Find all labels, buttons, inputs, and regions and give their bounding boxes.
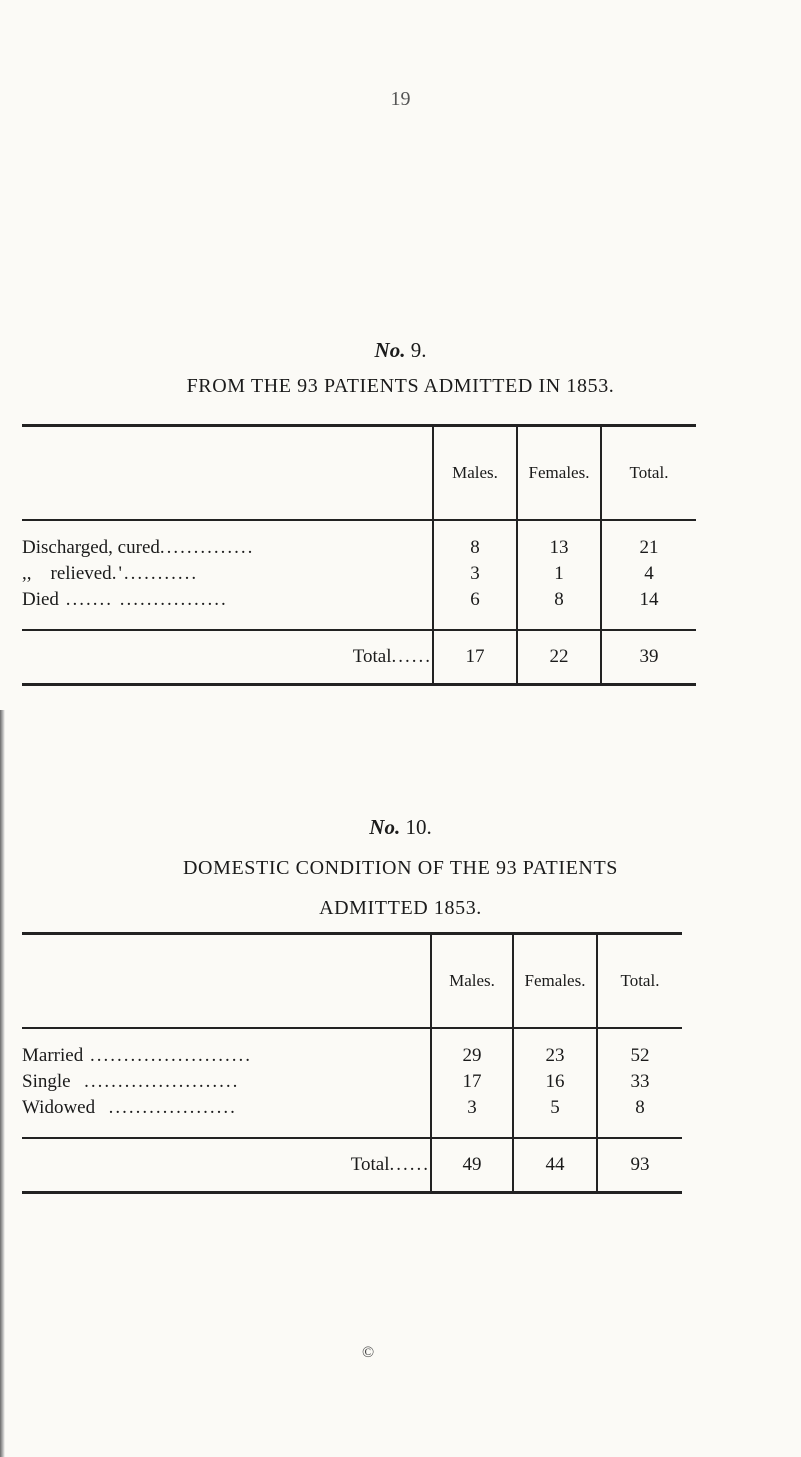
table-9-header-row	[22, 426, 696, 521]
row-label: Single .......................	[22, 1069, 431, 1095]
cell-males: 29	[431, 1028, 513, 1069]
table-row	[22, 1028, 682, 1069]
table-row	[22, 561, 696, 587]
table-10-title-line1: DOMESTIC CONDITION OF THE 93 PATIENTS	[183, 857, 618, 879]
cell-males: 8	[433, 520, 517, 561]
row-label: ,, relieved.'...........	[22, 561, 433, 587]
table-9	[22, 424, 696, 686]
total-label: Total......	[22, 630, 433, 685]
cell-males: 3	[433, 561, 517, 587]
row-label: Married ........................	[22, 1028, 431, 1069]
table-9-no-label: No.	[374, 338, 406, 362]
cell-males: 6	[433, 587, 517, 630]
table-row	[22, 1095, 682, 1138]
table-row	[22, 1069, 682, 1095]
table-9-no-value: 9.	[410, 338, 427, 362]
table-9-number	[0, 338, 801, 363]
table-row	[22, 587, 696, 630]
table-10-no-label: No.	[369, 815, 401, 839]
table-9-total-row	[22, 630, 696, 685]
page-number: 19	[390, 88, 411, 110]
cell-total: 4	[644, 563, 654, 584]
cell-total: 21	[639, 537, 659, 558]
total-females: 22	[517, 630, 601, 685]
table-9-title: FROM THE 93 PATIENTS ADMITTED IN 1853.	[186, 375, 615, 397]
cell-females: 5	[513, 1095, 597, 1138]
total-total: 93	[597, 1138, 682, 1193]
table-10	[22, 932, 682, 1194]
table-9-header-total: Total.	[601, 426, 696, 521]
total-label: Total......	[22, 1138, 431, 1193]
table-9-header-males: Males.	[433, 426, 517, 521]
footer-mark: ©	[362, 1344, 375, 1361]
cell-females: 16	[513, 1069, 597, 1095]
row-label: Widowed ...................	[22, 1095, 431, 1138]
cell-total: 33	[630, 1071, 650, 1092]
total-males: 49	[431, 1138, 513, 1193]
cell-males: 17	[431, 1069, 513, 1095]
total-females: 44	[513, 1138, 597, 1193]
cell-total: 8	[635, 1097, 645, 1118]
cell-females: 13	[517, 520, 601, 561]
table-9-header-blank	[22, 426, 433, 521]
cell-females: 23	[513, 1028, 597, 1069]
row-label: Discharged, cured..............	[22, 520, 433, 561]
cell-females: 8	[517, 587, 601, 630]
table-10-header-females: Females.	[513, 934, 597, 1029]
cell-females: 1	[517, 561, 601, 587]
cell-males: 3	[431, 1095, 513, 1138]
table-10-header-males: Males.	[431, 934, 513, 1029]
table-10-number	[0, 815, 801, 840]
table-10-header-total: Total.	[597, 934, 682, 1029]
total-males: 17	[433, 630, 517, 685]
cell-total: 14	[639, 589, 659, 610]
table-9-header-females: Females.	[517, 426, 601, 521]
table-10-title-line2: ADMITTED 1853.	[319, 897, 482, 919]
table-10-header-row	[22, 934, 682, 1029]
table-10-total-row	[22, 1138, 682, 1193]
row-label: Died ....... ................	[22, 587, 433, 630]
table-10-header-blank	[22, 934, 431, 1029]
table-row	[22, 520, 696, 561]
table-10-no-value: 10.	[405, 815, 432, 839]
total-total: 39	[601, 630, 696, 685]
cell-total: 52	[630, 1045, 650, 1066]
